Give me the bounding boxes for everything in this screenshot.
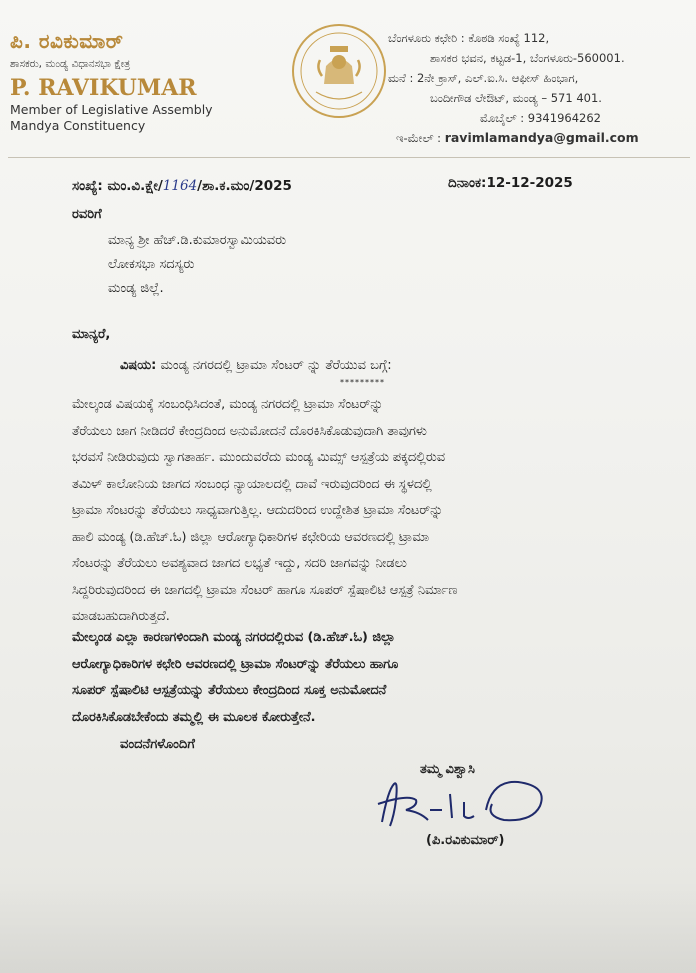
ref-prefix: ಸಂಖ್ಯೆ: ಮಂ.ವಿ.ಕ್ಷೇ/ (72, 178, 163, 194)
paragraph-2 (72, 625, 662, 731)
addressee-line-2: ಲೋಕಸಭಾ ಸದಸ್ಯರು (108, 257, 195, 272)
para1-line: ಸೆಂಟರನ್ನು ತೆರೆಯಲು ಅವಶ್ಯವಾದ ಜಾಗದ ಲಭ್ಯತೆ ಇದ್ದು, ಸದರಿ ಜಾಗವನ್ನು ನೀಡಲು (72, 556, 407, 571)
signatory-name: (ಪಿ.ರವಿಕುಮಾರ್) (426, 833, 505, 848)
email-label: ಇ-ಮೇಲ್ : (396, 131, 442, 145)
para2-line: ಆರೋಗ್ಯಾಧಿಕಾರಿಗಳ ಕಛೇರಿ ಆವರಣದಲ್ಲಿ ಟ್ರಾಮಾ ಸೆಂಟರ್‌ನ್ನು ತೆರೆಯಲು ಹಾಗೂ (72, 656, 399, 672)
english-name: P. RAVIKUMAR (10, 75, 197, 101)
para1-line: ಮೇಲ್ಕಂಡ ವಿಷಯಕ್ಕೆ ಸಂಬಂಧಿಸಿದಂತೆ, ಮಂಡ್ಯ ನಗರದಲ್ಲಿ ಟ್ರಾಮಾ ಸೆಂಟರ್‌ನ್ನು (72, 397, 384, 412)
yours-faithfully: ತಮ್ಮ ವಿಶ್ವಾಸಿ (420, 762, 475, 777)
ref-suffix: /ಶಾ.ಕ.ಮಂ/2025 (197, 178, 292, 194)
home-address-line-2: ಬಂದೀಗೌಡ ಲೇಔಟ್, ಮಂಡ್ಯ – 571 401. (430, 91, 602, 105)
kannada-designation: ಶಾಸಕರು, ಮಂಡ್ಯ ವಿಧಾನಸಭಾ ಕ್ಷೇತ್ರ (10, 58, 131, 70)
letter-date: ದಿನಾಂಕ:12-12-2025 (448, 175, 573, 191)
closing: ವಂದನೆಗಳೊಂದಿಗೆ (120, 737, 195, 752)
salutation: ಮಾನ್ಯರೆ, (72, 327, 111, 342)
email-address: ravimlamandya@gmail.com (444, 130, 639, 145)
mobile-label: ಮೊಬೈಲ್ : (480, 111, 525, 125)
para1-line: ಹಾಲಿ ಮಂಡ್ಯ (ಡಿ.ಹೆಚ್.ಓ) ಜಿಲ್ಲಾ ಆರೋಗ್ಯಾಧಿಕಾರಿಗಳ ಕಛೇರಿಯ ಆವರಣದಲ್ಲಿ ಟ್ರಾಮಾ (72, 529, 430, 545)
para1-line: ಸಿದ್ದರಿರುವುದರಿಂದ ಈ ಜಾಗದಲ್ಲಿ ಟ್ರಾಮಾ ಸೆಂಟರ್ ಹಾಗೂ ಸೂಪರ್ ಸ್ಪೆಷಾಲಿಟಿ ಆಸ್ಪತ್ರೆ ನಿರ್ಮಾಣ (72, 582, 458, 598)
para1-line: ಭರವಸೆ ನೀಡಿರುವುದು ಸ್ವಾಗತಾರ್ಹ. ಮುಂದುವರೆದು ಮಂಡ್ಯ ಮಿಮ್ಸ್ ಆಸ್ಪತ್ರೆಯ ಪಕ್ಕದಲ್ಲಿರುವ (72, 450, 445, 465)
subject-text: ಮಂಡ್ಯ ನಗರದಲ್ಲಿ ಟ್ರಾಮಾ ಸೆಂಟರ್ ನ್ನು ತೆರೆಯುವ ಬಗ್ಗೆ: (160, 358, 392, 373)
home-address-line-1: ಮನೆ : 2ನೇ ಕ್ರಾಸ್, ಎಲ್.ಐ.ಸಿ. ಆಫೀಸ್ ಹಿಂಭಾಗ, (388, 71, 579, 85)
designation-line-1: Member of Legislative Assembly (10, 102, 213, 117)
para1-line: ಮಾಡಬಹುದಾಗಿರುತ್ತದೆ. (72, 609, 170, 624)
office-address-line-1: ಬೆಂಗಳೂರು ಕಛೇರಿ : ಕೊಠಡಿ ಸಂಖ್ಯೆ 112, (388, 31, 550, 45)
kannada-name: ಪಿ. ರವಿಕುಮಾರ್ (10, 29, 124, 53)
subject-separator: ********* (340, 378, 385, 387)
paragraph-1 (72, 392, 662, 631)
reference-number (72, 178, 292, 194)
para2-line: ಮೇಲ್ಕಂಡ ಎಲ್ಲಾ ಕಾರಣಗಳಿಂದಾಗಿ ಮಂಡ್ಯ ನಗರದಲ್ಲಿರುವ (ಡಿ.ಹೆಚ್.ಓ) ಜಿಲ್ಲಾ (72, 630, 396, 645)
para1-line: ತೆರೆಯಲು ಜಾಗ ನೀಡಿದರೆ ಕೇಂದ್ರದಿಂದ ಅನುಮೋದನೆ ದೊರಕಿಸಿಕೊಡುವುದಾಗಿ ತಾವುಗಳು (72, 423, 427, 439)
designation-line-2: Mandya Constituency (10, 118, 146, 133)
para1-line: ತಮಿಳ್ ಕಾಲೋನಿಯ ಜಾಗದ ಸಂಬಂಧ ನ್ಯಾಯಾಲದಲ್ಲಿ ದಾವೆ ಇರುವುದರಿಂದ ಈ ಸ್ಥಳದಲ್ಲಿ (72, 476, 432, 492)
ref-handwritten-number: 1164 (162, 178, 198, 194)
addressee-line-3: ಮಂಡ್ಯ ಜಿಲ್ಲೆ. (108, 281, 164, 296)
subject-label: ವಿಷಯ: (120, 358, 157, 373)
mobile-number: 9341964262 (527, 111, 601, 125)
para2-line: ದೊರಕಿಸಿಕೊಡಬೇಕೆಂದು ತಮ್ಮಲ್ಲಿ ಈ ಮೂಲಕ ಕೋರುತ್ತೇನೆ. (72, 709, 316, 725)
para1-line: ಟ್ರಾಮಾ ಸೆಂಟರನ್ನು ತೆರೆಯಲು ಸಾಧ್ಯವಾಗುತ್ತಿಲ್ಲ. ಆದುದರಿಂದ ಉದ್ದೇಶಿತ ಟ್ರಾಮಾ ಸೆಂಟರ್‌ನ್ನು (72, 503, 444, 518)
recipient-label: ರವರಿಗೆ (72, 207, 102, 222)
addressee-line-1: ಮಾನ್ಯ ಶ್ರೀ ಹೆಚ್.ಡಿ.ಕುಮಾರಸ್ವಾಮಿಯವರು (108, 233, 287, 248)
para2-line: ಸೂಪರ್ ಸ್ಪೆಷಾಲಿಟಿ ಆಸ್ಪತ್ರೆಯನ್ನು ತೆರೆಯಲು ಕೇಂದ್ರದಿಂದ ಸೂಕ್ತ ಅನುಮೋದನೆ (72, 683, 387, 698)
office-address-line-2: ಶಾಸಕರ ಭವನ, ಕಟ್ಟಡ-1, ಬೆಂಗಳೂರು-560001. (430, 51, 625, 65)
subject-line (120, 358, 392, 373)
